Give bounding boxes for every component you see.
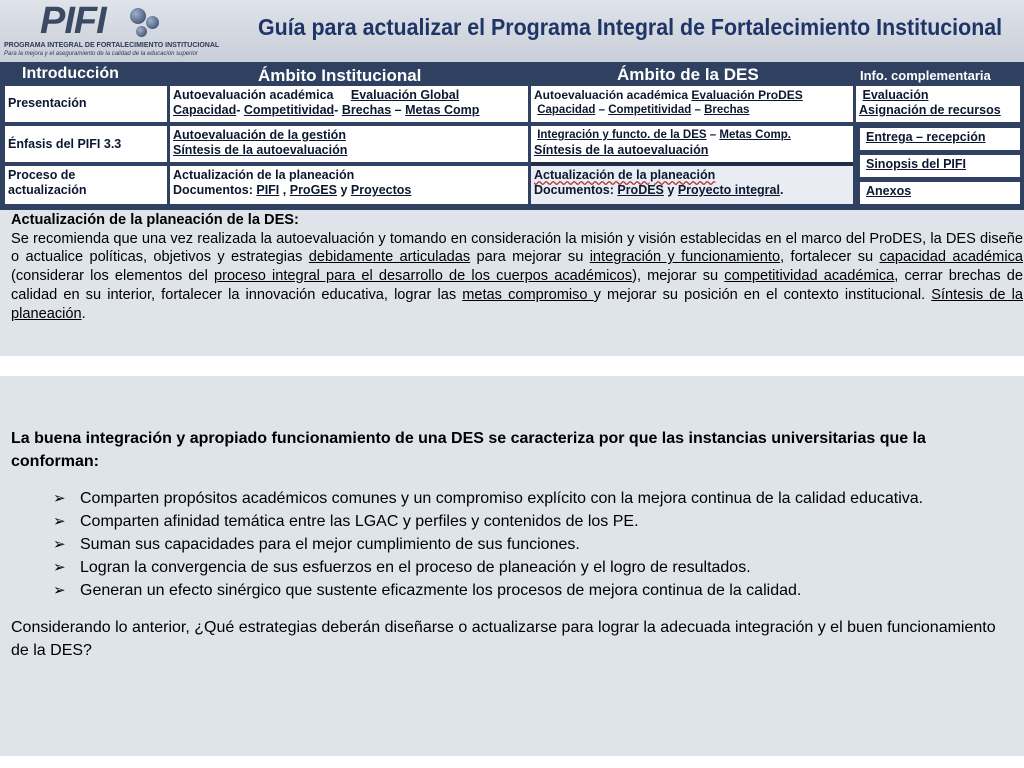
characteristics-list	[11, 487, 1001, 602]
header	[0, 0, 1024, 62]
nav-inst-gestion	[170, 126, 528, 162]
des-actualizacion-planeacion[interactable]: Actualización de la planeación	[534, 168, 716, 182]
link-des-capacidad[interactable]: Capacidad	[537, 104, 596, 116]
nav-presentacion[interactable]: Presentación	[5, 86, 167, 122]
header-ambito-des[interactable]: Ámbito de la DES	[617, 65, 759, 84]
link-proges[interactable]: ProGES	[289, 183, 337, 197]
link-evaluacion[interactable]: Evaluación	[862, 88, 929, 102]
arrow-bullet-icon: ➢	[53, 536, 66, 553]
link-inst-sintesis[interactable]: Síntesis de la autoevaluación	[173, 143, 348, 157]
link-proyecto-integral[interactable]: Proyecto integral	[677, 183, 780, 197]
link-prodes[interactable]: ProDES	[617, 183, 664, 197]
link-autoevaluacion-gestion[interactable]: Autoevaluación de la gestión	[173, 128, 346, 142]
header-introduccion[interactable]: Introducción	[22, 65, 119, 82]
inst-actualizacion-planeacion[interactable]: Actualización de la planeación	[173, 168, 355, 182]
header-info-complementaria[interactable]: Info. complementaria	[860, 68, 991, 83]
link-proceso-integral[interactable]: proceso integral para el desarrollo de los cuerpos académicos	[213, 268, 633, 285]
link-evaluacion-prodes[interactable]: Evaluación ProDES	[691, 88, 803, 102]
navigation-panel	[0, 62, 1024, 210]
link-debidamente-articuladas[interactable]: debidamente articuladas	[308, 249, 471, 266]
planeacion-description	[11, 211, 1023, 323]
list-item: ➢ Logran la convergencia de sus esfuerzos en el proceso de planeación y el logro de resultados.	[11, 556, 1001, 579]
link-pifi[interactable]: PIFI	[256, 183, 280, 197]
description-paragraph: Se recomienda que una vez realizada la autoevaluación y tomando en consideración la misión y visión establecidas en el marco del ProDES, la DES diseñe o actualice políticas, objetivos y estrategias debidamente articuladas para mejorar su integración y funcionamiento, fortalecer su capacidad académica (considerar los elementos del proceso integral para el desarrollo de los cuerpos académicos), mejorar su competitividad académica, cerrar brechas de calidad en su interior, fortalecer la innovación educativa, lograr las metas compromiso y mejorar su posición en el contexto institucional. Síntesis de la planeación.	[11, 230, 1023, 322]
closing-question: Considerando lo anterior, ¿Qué estrategias deberán diseñarse o actualizarse para lograr la adecuada integración y el buen funcionamiento de la DES?	[11, 619, 996, 659]
nav-entrega-recepcion[interactable]: Entrega – recepción	[860, 128, 1020, 150]
link-capacidad-academica[interactable]: capacidad académica	[879, 249, 1023, 266]
nav-enfasis-pifi[interactable]: Énfasis del PIFI 3.3	[5, 126, 167, 162]
arrow-bullet-icon: ➢	[53, 559, 66, 576]
list-item: ➢ Comparten afinidad temática entre las LGAC y perfiles y contenidos de los PE.	[11, 510, 1001, 533]
nav-des-autoevaluacion: Autoevaluación académica Evaluación ProDES Capacidad – Competitividad – Brechas	[531, 86, 853, 122]
nav-inst-autoevaluacion: Autoevaluación académica Evaluación Global Capacidad- Competitividad- Brechas – Metas Comp	[170, 86, 528, 122]
list-item: ➢ Suman sus capacidades para el mejor cumplimiento de sus funciones.	[11, 533, 1001, 556]
link-integracion-funcionamiento[interactable]: integración y funcionamiento	[589, 249, 781, 266]
des-autoevaluacion-academica[interactable]: Autoevaluación académica	[534, 88, 689, 102]
nav-des-integracion: Integración y functo. de la DES – Metas Comp. Síntesis de la autoevaluación	[531, 126, 853, 162]
link-competitividad-academica[interactable]: competitividad académica	[724, 268, 895, 285]
arrow-bullet-icon: ➢	[53, 490, 66, 507]
description-heading: Actualización de la planeación de la DES:	[11, 212, 299, 228]
list-item: ➢ Comparten propósitos académicos comunes y un compromiso explícito con la mejora continua de la calidad educativa.	[11, 487, 1001, 510]
nav-proceso-actualizacion[interactable]: Proceso de actualización	[5, 166, 167, 204]
arrow-bullet-icon: ➢	[53, 582, 66, 599]
link-evaluacion-global[interactable]: Evaluación Global	[350, 88, 460, 102]
logo-spheres-icon	[128, 6, 162, 40]
nav-sinopsis-pifi[interactable]: Sinopsis del PIFI	[860, 155, 1020, 177]
pifi-logo	[4, 0, 220, 58]
link-asignacion-recursos[interactable]: Asignación de recursos	[859, 103, 1001, 117]
link-inst-brechas[interactable]: Brechas	[341, 103, 392, 117]
header-ambito-institucional[interactable]: Ámbito Institucional	[258, 66, 422, 85]
link-metas-compromiso[interactable]: metas compromiso	[462, 286, 594, 303]
link-proyectos[interactable]: Proyectos	[350, 183, 412, 197]
list-item: ➢ Generan un efecto sinérgico que sustente eficazmente los procesos de mejora continua de la calidad.	[11, 579, 1001, 602]
nav-anexos[interactable]: Anexos	[860, 182, 1020, 204]
link-des-competitividad[interactable]: Competitividad	[608, 104, 692, 116]
nav-inst-planeacion: Actualización de la planeación Documentos: PIFI , ProGES y Proyectos	[170, 166, 528, 204]
link-sintesis-planeacion[interactable]: Síntesis de la planeación	[11, 286, 1023, 322]
logo-subtitle: PROGRAMA INTEGRAL DE FORTALECIMIENTO INSTITUCIONAL	[4, 42, 220, 49]
logo-tagline: Para la mejora y el aseguramiento de la calidad de la educación superior	[4, 51, 198, 57]
link-des-brechas[interactable]: Brechas	[704, 104, 750, 116]
logo-text: PIFI	[40, 0, 106, 42]
link-des-metas[interactable]: Metas Comp.	[719, 129, 791, 141]
link-des-sintesis[interactable]: Síntesis de la autoevaluación	[534, 143, 709, 157]
lead-paragraph: La buena integración y apropiado funcionamiento de una DES se caracteriza por que las instancias universitarias que la conforman:	[11, 430, 926, 470]
page-title: Guía para actualizar el Programa Integral de Fortalecimiento Institucional	[258, 14, 1003, 40]
nav-des-planeacion-selected: Actualización de la planeación Documentos: ProDES y Proyecto integral.	[531, 166, 853, 204]
main-content	[11, 427, 1001, 662]
link-inst-capacidad[interactable]: Capacidad	[173, 103, 237, 117]
link-integracion-functo[interactable]: Integración y functo. de la DES	[537, 129, 707, 141]
arrow-bullet-icon: ➢	[53, 513, 66, 530]
nav-evaluacion-asignacion	[856, 86, 1020, 122]
link-inst-metas[interactable]: Metas Comp	[405, 103, 480, 117]
inst-autoevaluacion-academica[interactable]: Autoevaluación académica	[173, 88, 334, 102]
link-inst-competitividad[interactable]: Competitividad	[243, 103, 335, 117]
